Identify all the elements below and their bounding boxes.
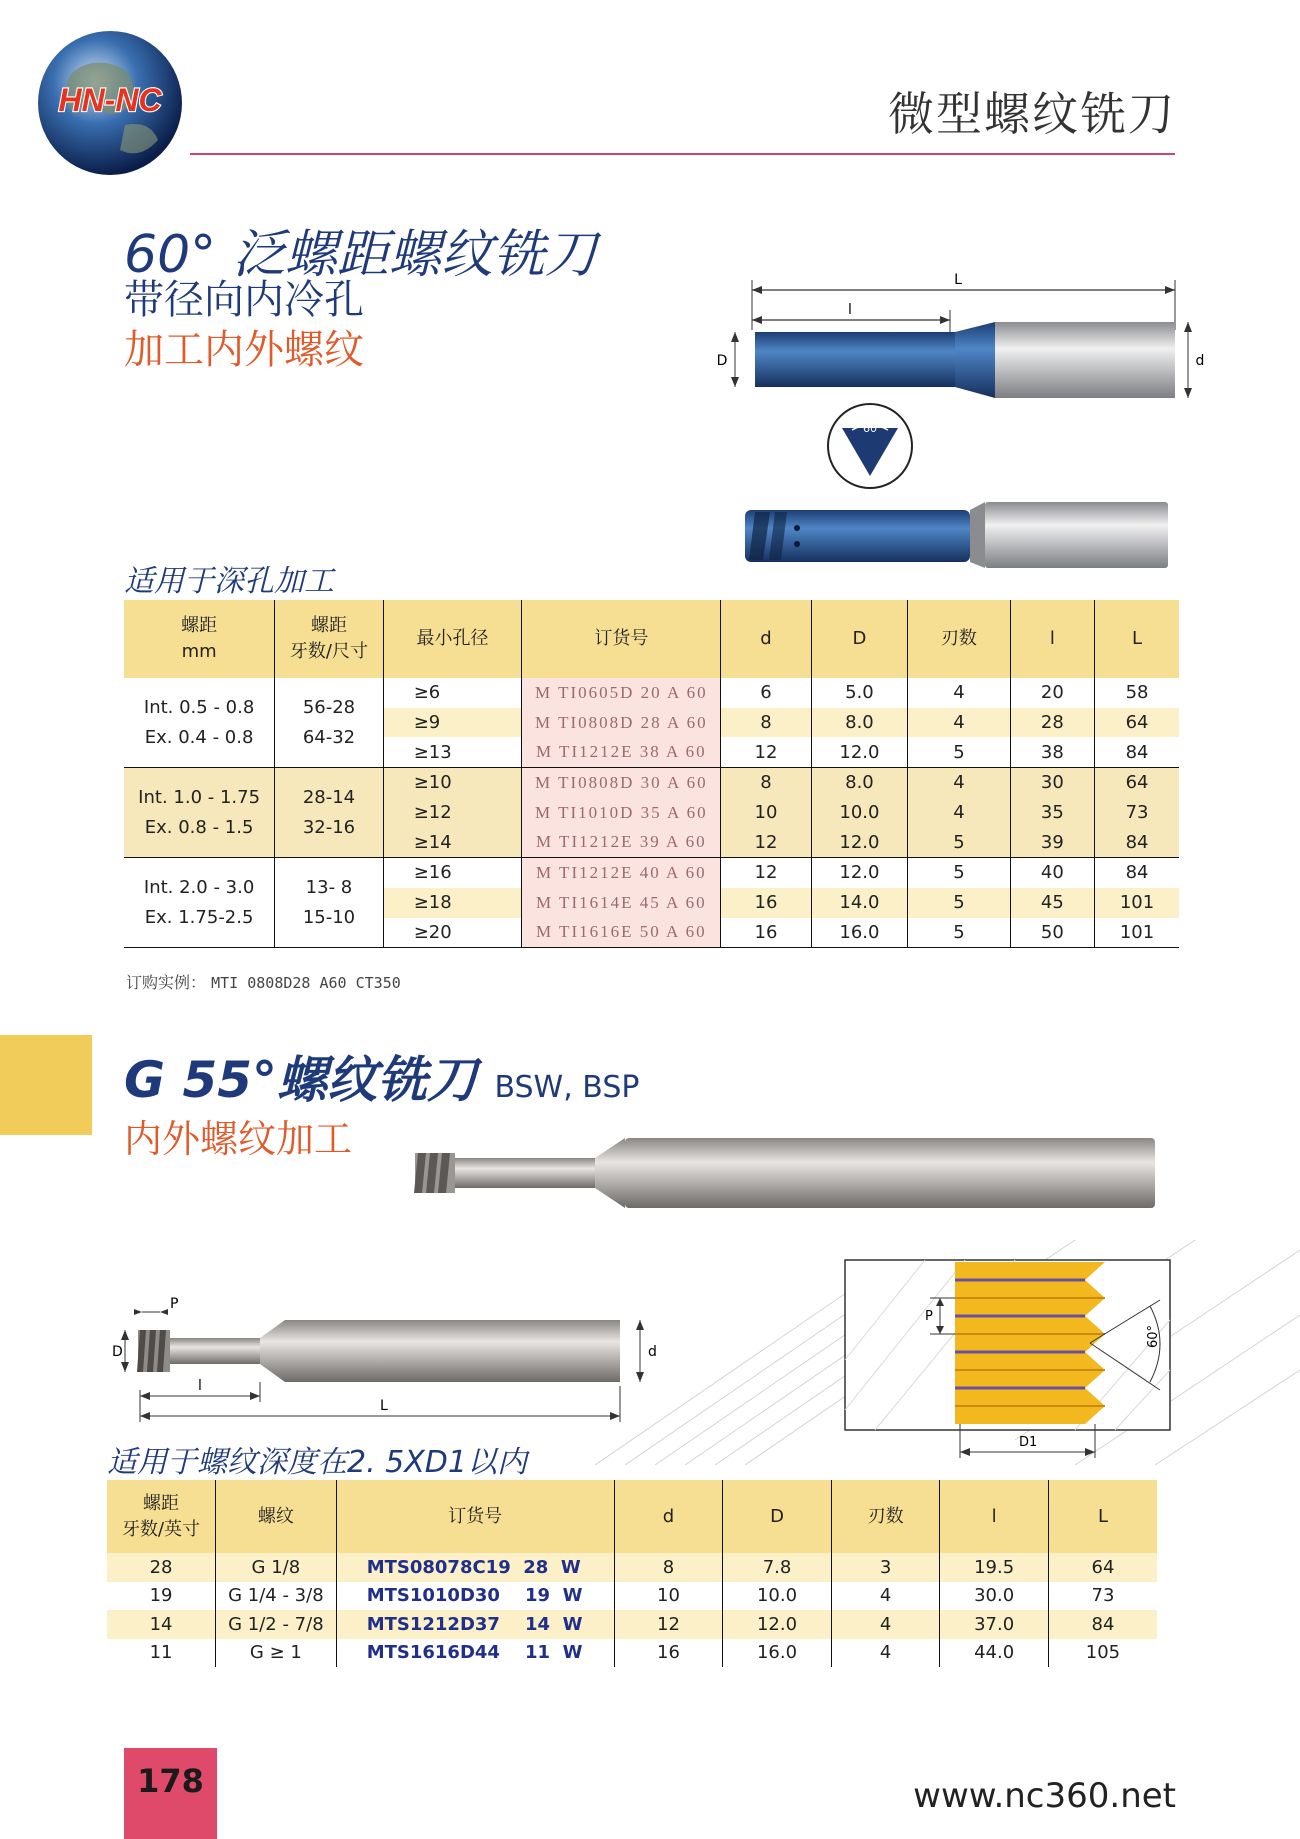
pitch-mm-cell [124, 858, 275, 948]
table-row [107, 1553, 1157, 1582]
spec-cell-d: 8 [721, 708, 811, 738]
table-header-cell: 螺纹 [216, 1480, 337, 1553]
spec-cell-l: 20 [1010, 678, 1094, 708]
spec-cell-flutes: 4 [908, 798, 1010, 828]
spec-cell-tpi: 11 [107, 1639, 216, 1668]
pitch-line: 32-16 [302, 816, 356, 838]
pitch-tpi-cell [275, 768, 384, 858]
table-row [124, 768, 1179, 798]
spec-cell-l: 105 [1085, 1642, 1121, 1664]
spec-cell-flutes: 5 [908, 918, 1010, 948]
spec-cell-l: 84 [1095, 858, 1179, 888]
spec-cell-l: 64 [1095, 708, 1179, 738]
spec-cell-d: 10.0 [811, 798, 907, 828]
spec-cell-d: 5.0 [811, 678, 907, 708]
spec-cell-l: 73 [1091, 1585, 1115, 1607]
spec-cell-d: 16.0 [811, 918, 907, 948]
thread-D1-label: D1 [1019, 1435, 1038, 1450]
spec-cell-l: 38 [1010, 737, 1094, 767]
table-row [107, 1582, 1157, 1611]
thread-angle-detail [820, 400, 920, 492]
order-example-label: 订购实例： [126, 973, 207, 992]
dim-D-label: D [716, 353, 728, 369]
pitch-line: Ex. 1.75-2.5 [144, 906, 254, 928]
spec-cell-flutes: 4 [831, 1610, 940, 1639]
logo-text: HN-NC [58, 82, 162, 118]
spec-cell-d: 10.0 [723, 1582, 832, 1611]
table-row [124, 858, 1179, 888]
spec-cell-d: 12 [721, 737, 811, 767]
section1-subtitle-application: 加工内外螺纹 [124, 327, 364, 373]
table-header-cell: 订货号 [522, 600, 721, 678]
spec-cell-l: 84 [1048, 1610, 1157, 1639]
spec-cell-d: 8.0 [811, 708, 907, 738]
order-code-cell: M TI1212E 40 A 60 [522, 858, 721, 888]
order-code-cell: M TI1212E 38 A 60 [522, 737, 721, 767]
spec-cell-tpi: 28 [107, 1553, 216, 1582]
spec-cell-min-hole: ≥13 [383, 737, 522, 767]
pitch-line: 13- 8 [305, 876, 353, 898]
table-header-cell: 刃数 [831, 1480, 940, 1553]
spec-cell-d: 14.0 [811, 888, 907, 918]
pitch-line: 56-28 [302, 696, 356, 718]
section1-usage-note: 适用于深孔加工 [124, 564, 334, 599]
section1-spec-table [124, 600, 1179, 948]
thread-angle-label: 60° [1146, 1324, 1161, 1348]
spec-cell-l: 84 [1095, 827, 1179, 857]
order-code-cell: M TI1010D 35 A 60 [522, 798, 721, 828]
order-example [126, 970, 401, 993]
pitch-line: 28-14 [302, 786, 356, 808]
header-divider [190, 153, 1175, 155]
spec-cell-flutes: 4 [831, 1639, 940, 1668]
spec-cell-d: 16.0 [723, 1639, 832, 1668]
dim-L-label: L [954, 272, 962, 288]
spec-cell-d: 8.0 [811, 768, 907, 798]
spec-cell-flutes: 4 [908, 768, 1010, 798]
spec-cell-d: 7.8 [723, 1553, 832, 1582]
spec-cell-l: 44.0 [940, 1639, 1049, 1668]
spec-cell-l: 30.0 [940, 1582, 1049, 1611]
tool2-dimension-diagram [110, 1290, 670, 1430]
pitch-mm-cell [124, 768, 275, 858]
spec-cell-d: 12.0 [811, 737, 907, 767]
spec-cell-flutes: 5 [908, 737, 1010, 767]
spec-cell-min-hole: ≥10 [383, 768, 522, 798]
spec-cell-d: 8 [614, 1553, 723, 1582]
spec-cell-flutes: 4 [831, 1582, 940, 1611]
spec-cell-l: 19.5 [940, 1553, 1049, 1582]
spec-cell-min-hole: ≥14 [383, 827, 522, 857]
spec-cell-d: 16 [614, 1639, 723, 1668]
table-row [124, 678, 1179, 708]
section-tab-marker [0, 1035, 92, 1135]
dim-d2-label: d [648, 1344, 657, 1360]
spec-cell-l: 50 [1010, 918, 1094, 948]
spec-cell-d: 16 [721, 918, 811, 948]
spec-cell-thread: G 1/4 - 3/8 [216, 1582, 337, 1611]
table-header-cell: 最小孔径 [383, 600, 522, 678]
spec-cell-d: 16 [721, 888, 811, 918]
order-example-code: MTI 0808D28 A60 CT350 [211, 974, 401, 992]
angle-label: 60 [863, 422, 877, 435]
thread-P-label: P [925, 1309, 933, 1324]
order-code-cell: MTS1616D44 11 W [336, 1639, 614, 1668]
order-code-cell: MTS1212D37 14 W [336, 1610, 614, 1639]
order-code-cell: M TI1614E 45 A 60 [522, 888, 721, 918]
table-header-cell: 螺距 牙数/尺寸 [275, 600, 384, 678]
dim-L2-label: L [380, 1398, 388, 1414]
spec-cell-l: 30 [1010, 768, 1094, 798]
order-code-cell: M TI0808D 28 A 60 [522, 708, 721, 738]
table-header-cell: 订货号 [336, 1480, 614, 1553]
page-category-title: 微型螺纹铣刀 [888, 87, 1176, 141]
section2-title [124, 1040, 639, 1112]
pitch-line: 15-10 [302, 906, 356, 928]
tool2-product-photo [410, 1128, 1160, 1213]
order-code-cell: MTS1010D30 19 W [336, 1582, 614, 1611]
spec-cell-l: 37.0 [940, 1610, 1049, 1639]
page-number: 178 [137, 1762, 204, 1800]
spec-cell-flutes: 5 [908, 888, 1010, 918]
spec-cell-min-hole: ≥18 [383, 888, 522, 918]
tool1-product-photo [745, 498, 1170, 573]
table-header-cell: d [614, 1480, 723, 1553]
spec-cell-l: 64 [1048, 1553, 1157, 1582]
spec-cell-flutes: 5 [908, 858, 1010, 888]
dim-l-label: l [848, 302, 852, 318]
spec-cell-tpi: 19 [107, 1582, 216, 1611]
dim-d-label: d [1195, 353, 1205, 369]
table-row [107, 1610, 1157, 1639]
table-header-cell: 刃数 [908, 600, 1010, 678]
section2-title-standards: BSW, BSP [494, 1070, 640, 1105]
spec-cell-d: 6 [721, 678, 811, 708]
table-header-cell: L [1095, 600, 1179, 678]
section2-usage-note: 适用于螺纹深度在2. 5XD1以内 [107, 1445, 527, 1480]
table-header-cell: D [811, 600, 907, 678]
spec-cell-d: 12.0 [811, 827, 907, 857]
section1-title: 60° 泛螺距螺纹铣刀 [124, 225, 597, 285]
spec-cell-l: 73 [1095, 798, 1179, 828]
pitch-line: 64-32 [302, 726, 356, 748]
spec-cell-min-hole: ≥6 [383, 678, 522, 708]
order-code-cell: M TI0808D 30 A 60 [522, 768, 721, 798]
order-code-cell: M TI0605D 20 A 60 [522, 678, 721, 708]
spec-cell-l: 35 [1010, 798, 1094, 828]
spec-cell-d: 8 [721, 768, 811, 798]
dim-l2-label: l [198, 1378, 202, 1394]
spec-cell-d: 12.0 [811, 858, 907, 888]
spec-cell-l: 84 [1095, 737, 1179, 767]
company-logo [30, 25, 190, 180]
spec-cell-l: 64 [1095, 768, 1179, 798]
table-header-cell: L [1048, 1480, 1157, 1553]
section1-subtitle-coolant: 带径向内冷孔 [124, 277, 364, 323]
spec-cell-min-hole: ≥20 [383, 918, 522, 948]
spec-cell-flutes: 4 [908, 708, 1010, 738]
spec-cell-thread: G 1/2 - 7/8 [216, 1610, 337, 1639]
spec-cell-l: 101 [1095, 888, 1179, 918]
spec-cell-flutes: 4 [908, 678, 1010, 708]
spec-cell-flutes: 5 [908, 827, 1010, 857]
spec-cell-l: 58 [1095, 678, 1179, 708]
section2-spec-table [107, 1480, 1157, 1667]
section2-subtitle: 内外螺纹加工 [124, 1117, 353, 1161]
spec-cell-l: 39 [1010, 827, 1094, 857]
table-header-row [107, 1480, 1157, 1553]
pitch-line: Ex. 0.4 - 0.8 [144, 726, 254, 748]
table-row [107, 1639, 1157, 1668]
pitch-tpi-cell [275, 678, 384, 768]
order-code-cell: M TI1212E 39 A 60 [522, 827, 721, 857]
spec-cell-l: 101 [1095, 918, 1179, 948]
order-code-cell: M TI1616E 50 A 60 [522, 918, 721, 948]
spec-cell-d: 12.0 [723, 1610, 832, 1639]
spec-cell-flutes: 3 [831, 1553, 940, 1582]
table-header-cell: 螺距 牙数/英寸 [107, 1480, 216, 1553]
table-header-cell: d [721, 600, 811, 678]
spec-cell-tpi: 14 [107, 1610, 216, 1639]
spec-cell-min-hole: ≥9 [383, 708, 522, 738]
pitch-line: Int. 0.5 - 0.8 [143, 696, 255, 718]
pitch-line: Int. 2.0 - 3.0 [143, 876, 255, 898]
spec-cell-l: 45 [1010, 888, 1094, 918]
order-code-cell: MTS08078C19 28 W [336, 1553, 614, 1582]
pitch-tpi-cell [275, 858, 384, 948]
spec-cell-d: 10 [614, 1582, 723, 1611]
thread-profile-diagram [595, 1240, 1300, 1465]
section2-title-main: G 55°螺纹铣刀 [124, 1051, 478, 1109]
spec-cell-d: 12 [721, 858, 811, 888]
pitch-line: Int. 1.0 - 1.75 [138, 786, 261, 808]
spec-cell-thread: G 1/8 [216, 1553, 337, 1582]
spec-cell-thread: G ≥ 1 [216, 1639, 337, 1668]
spec-cell-d: 12 [721, 827, 811, 857]
dim-P-label: P [170, 1296, 179, 1312]
spec-cell-d: 12 [614, 1610, 723, 1639]
spec-cell-min-hole: ≥12 [383, 798, 522, 828]
website-url: www.nc360.net [913, 1776, 1176, 1816]
table-header-cell: 螺距 mm [124, 600, 275, 678]
tool1-dimension-diagram [700, 270, 1205, 400]
table-header-row [124, 600, 1179, 678]
spec-cell-min-hole: ≥16 [383, 858, 522, 888]
dim-D2-label: D [112, 1344, 123, 1360]
pitch-mm-cell [124, 678, 275, 768]
table-header-cell: D [723, 1480, 832, 1553]
spec-cell-d: 10 [721, 798, 811, 828]
table-header-cell: l [940, 1480, 1049, 1553]
spec-cell-l: 40 [1010, 858, 1094, 888]
spec-cell-l: 28 [1010, 708, 1094, 738]
table-header-cell: l [1010, 600, 1094, 678]
pitch-line: Ex. 0.8 - 1.5 [144, 816, 254, 838]
